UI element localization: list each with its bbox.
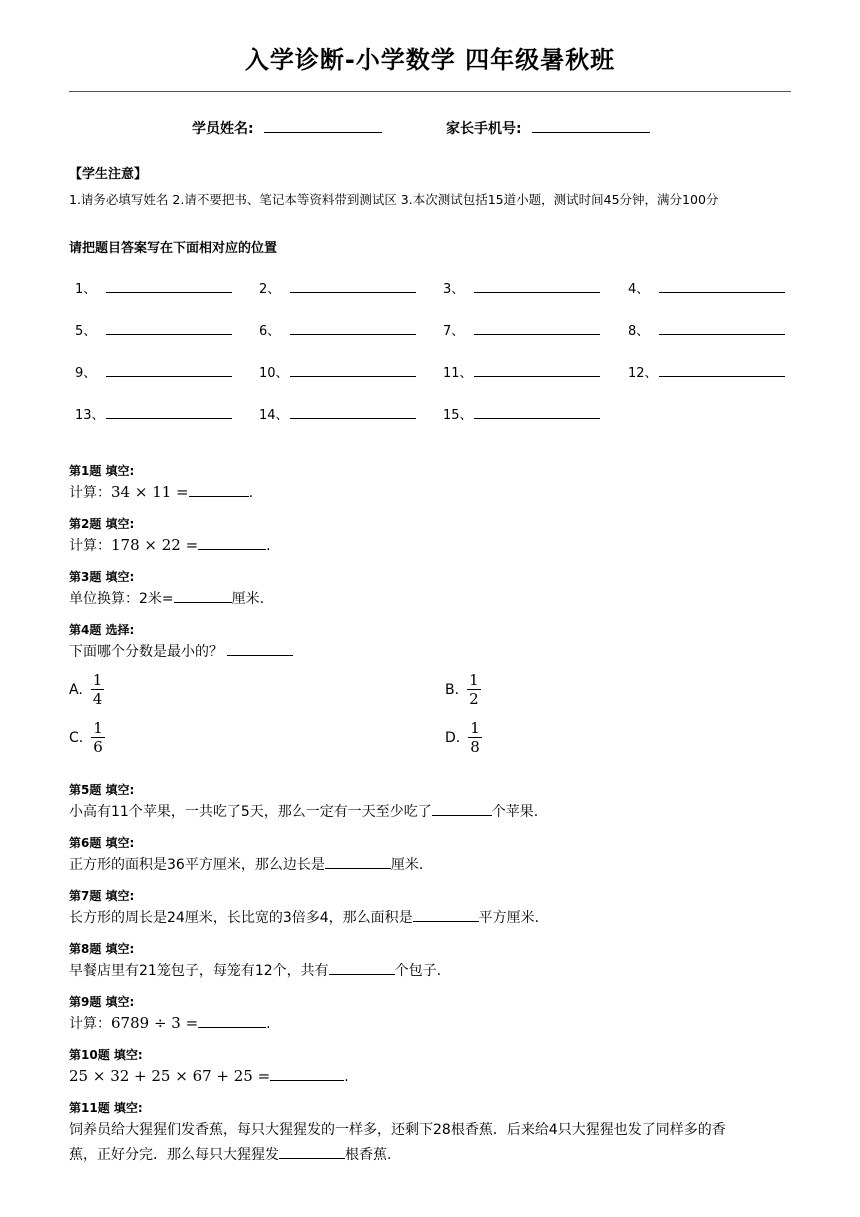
denominator: 4: [92, 690, 103, 708]
answer-slot[interactable]: [628, 278, 658, 297]
question-suffix: .: [266, 1016, 271, 1032]
denominator: 2: [469, 690, 479, 708]
question-prefix: 早餐店里有21笼包子，每笼有12个，共有: [69, 963, 329, 979]
answer-slot[interactable]: [443, 278, 473, 297]
answer-line[interactable]: [659, 292, 785, 293]
page-title: 入学诊断-小学数学 四年级暑秋班: [244, 46, 616, 74]
question-text: [69, 1066, 349, 1085]
denominator: 8: [470, 738, 480, 756]
answer-number: 14、: [259, 408, 289, 423]
answer-number: 1、: [75, 282, 97, 297]
question-prefix: 下面哪个分数是最小的？: [69, 644, 223, 660]
choice-label: B.: [445, 681, 460, 698]
answer-line[interactable]: [106, 292, 232, 293]
question-suffix: 平方厘米.: [478, 910, 540, 926]
answer-blank[interactable]: [413, 907, 479, 922]
answer-line[interactable]: [474, 292, 600, 293]
answer-slot[interactable]: [628, 362, 658, 381]
answer-blank[interactable]: [329, 960, 395, 975]
answer-blank[interactable]: [325, 854, 391, 869]
question-text: [69, 641, 293, 661]
choice-c[interactable]: [69, 719, 105, 756]
question-text: [69, 535, 271, 555]
question-text: [69, 854, 423, 874]
question-header: 第9题 填空:: [69, 995, 135, 1009]
question-text: [69, 482, 253, 502]
answer-line[interactable]: [474, 376, 600, 377]
answer-number: 13、: [75, 408, 105, 423]
question-text-line2: [69, 1144, 391, 1164]
answer-slot[interactable]: [75, 278, 105, 297]
answer-line[interactable]: [106, 376, 232, 377]
question-suffix: 根香蕉.: [345, 1147, 392, 1163]
question-prefix: 单位换算：2米=: [69, 591, 174, 607]
question-suffix: 厘米.: [390, 857, 424, 873]
question-header: 第4题 选择:: [69, 623, 135, 637]
answer-blank[interactable]: [189, 482, 249, 497]
answer-number: 11、: [443, 366, 473, 381]
answer-number: 7、: [443, 324, 465, 339]
answer-blank[interactable]: [174, 588, 232, 603]
parent-phone-label: 家长手机号:: [446, 121, 522, 137]
question-header: 第11题 填空:: [69, 1101, 143, 1115]
choice-label: A.: [69, 681, 83, 698]
question-math: 25 × 32 + 25 × 67 + 25 =: [69, 1067, 271, 1085]
numerator: 1: [93, 719, 103, 737]
notice-title: 【学生注意】: [69, 167, 148, 182]
question-suffix: .: [248, 485, 254, 501]
answer-line[interactable]: [474, 418, 600, 419]
answer-slot[interactable]: [443, 362, 473, 381]
question-math: 178 × 22 =: [111, 536, 199, 554]
answer-slot[interactable]: [259, 320, 289, 339]
answer-number: 4、: [628, 282, 650, 297]
answer-number: 9、: [75, 366, 97, 381]
answer-blank[interactable]: [198, 1013, 266, 1028]
answer-number: 5、: [75, 324, 97, 339]
choice-b[interactable]: [445, 671, 481, 708]
answer-line[interactable]: [659, 376, 785, 377]
question-text: [69, 1013, 271, 1033]
answer-slot[interactable]: [443, 404, 473, 423]
answer-slot[interactable]: [75, 362, 105, 381]
answer-blank[interactable]: [227, 641, 293, 656]
question-suffix: 个包子.: [394, 963, 442, 979]
answer-slot[interactable]: [75, 320, 105, 339]
answer-line[interactable]: [290, 292, 416, 293]
student-name-field[interactable]: [192, 118, 382, 138]
question-prefix: 小高有11个苹果，一共吃了5天，那么一定有一天至少吃了: [69, 804, 432, 820]
question-text: [69, 907, 539, 927]
answer-number: 6、: [259, 324, 281, 339]
numerator: 1: [470, 719, 480, 737]
question-header: 第7题 填空:: [69, 889, 135, 903]
answer-number: 8、: [628, 324, 650, 339]
answer-number: 3、: [443, 282, 465, 297]
answer-line[interactable]: [290, 376, 416, 377]
answer-blank[interactable]: [198, 535, 266, 550]
choice-a[interactable]: [69, 671, 104, 708]
question-suffix: .: [266, 538, 271, 554]
answer-slot[interactable]: [75, 404, 105, 423]
fraction: [91, 671, 105, 708]
choice-d[interactable]: [445, 719, 482, 756]
title-divider: [69, 91, 791, 92]
answer-line[interactable]: [106, 334, 232, 335]
question-text: [69, 960, 441, 980]
numerator: 1: [469, 671, 479, 689]
choice-label: C.: [69, 729, 84, 746]
question-header: 第6题 填空:: [69, 836, 135, 850]
question-prefix: 蕉，正好分完．那么每只大猩猩发: [69, 1147, 279, 1163]
answer-slot[interactable]: [443, 320, 473, 339]
question-text: [69, 588, 264, 608]
question-header: 第1题 填空:: [69, 464, 135, 478]
answer-slot[interactable]: [259, 278, 289, 297]
answer-line[interactable]: [290, 418, 416, 419]
question-header: 第8题 填空:: [69, 942, 135, 956]
parent-phone-line[interactable]: [532, 118, 650, 133]
question-text: [69, 801, 538, 821]
student-name-line[interactable]: [264, 118, 382, 133]
answer-number: 15、: [443, 408, 473, 423]
question-header: 第3题 填空:: [69, 570, 135, 584]
choice-label: D.: [445, 729, 461, 746]
answer-blank[interactable]: [432, 801, 492, 816]
denominator: 6: [93, 738, 103, 756]
student-name-label: 学员姓名:: [192, 121, 254, 137]
answer-line[interactable]: [290, 334, 416, 335]
question-prefix: 计算：: [69, 538, 111, 554]
answer-line[interactable]: [474, 334, 600, 335]
question-suffix: 个苹果.: [491, 804, 539, 820]
answer-slot[interactable]: [259, 404, 289, 423]
notice-text: 1.请务必填写姓名 2.请不要把书、笔记本等资料带到测试区 3.本次测试包括15道小题，测试时间45分钟，满分100分: [69, 192, 719, 207]
fraction: [467, 671, 481, 708]
numerator: 1: [92, 671, 103, 689]
fraction: [91, 719, 105, 756]
question-prefix: 长方形的周长是24厘米，长比宽的3倍多4，那么面积是: [69, 910, 413, 926]
answer-blank[interactable]: [270, 1066, 344, 1081]
answer-sheet-title: 请把题目答案写在下面相对应的位置: [69, 241, 278, 256]
fraction: [468, 719, 482, 756]
question-math: 6789 ÷ 3 =: [111, 1014, 199, 1032]
answer-number: 12、: [628, 366, 658, 381]
question-math: 34 × 11 =: [111, 483, 189, 501]
answer-number: 2、: [259, 282, 281, 297]
question-text-line1: 饲养员给大猩猩们发香蕉，每只大猩猩发的一样多，还剩下28根香蕉．后来给4只大猩猩也发了同样多的香: [69, 1122, 726, 1138]
answer-line[interactable]: [659, 334, 785, 335]
parent-phone-field[interactable]: [446, 118, 650, 138]
question-header: 第2题 填空:: [69, 517, 135, 531]
question-prefix: 正方形的面积是36平方厘米，那么边长是: [69, 857, 325, 873]
answer-slot[interactable]: [259, 362, 289, 381]
question-suffix: 厘米.: [231, 591, 265, 607]
question-prefix: 计算：: [69, 485, 111, 501]
question-header: 第10题 填空:: [69, 1048, 143, 1062]
answer-slot[interactable]: [628, 320, 658, 339]
answer-number: 10、: [259, 366, 289, 381]
answer-blank[interactable]: [279, 1144, 345, 1159]
question-header: 第5题 填空:: [69, 783, 135, 797]
question-prefix: 计算：: [69, 1016, 111, 1032]
answer-line[interactable]: [106, 418, 232, 419]
question-suffix: .: [344, 1069, 349, 1085]
